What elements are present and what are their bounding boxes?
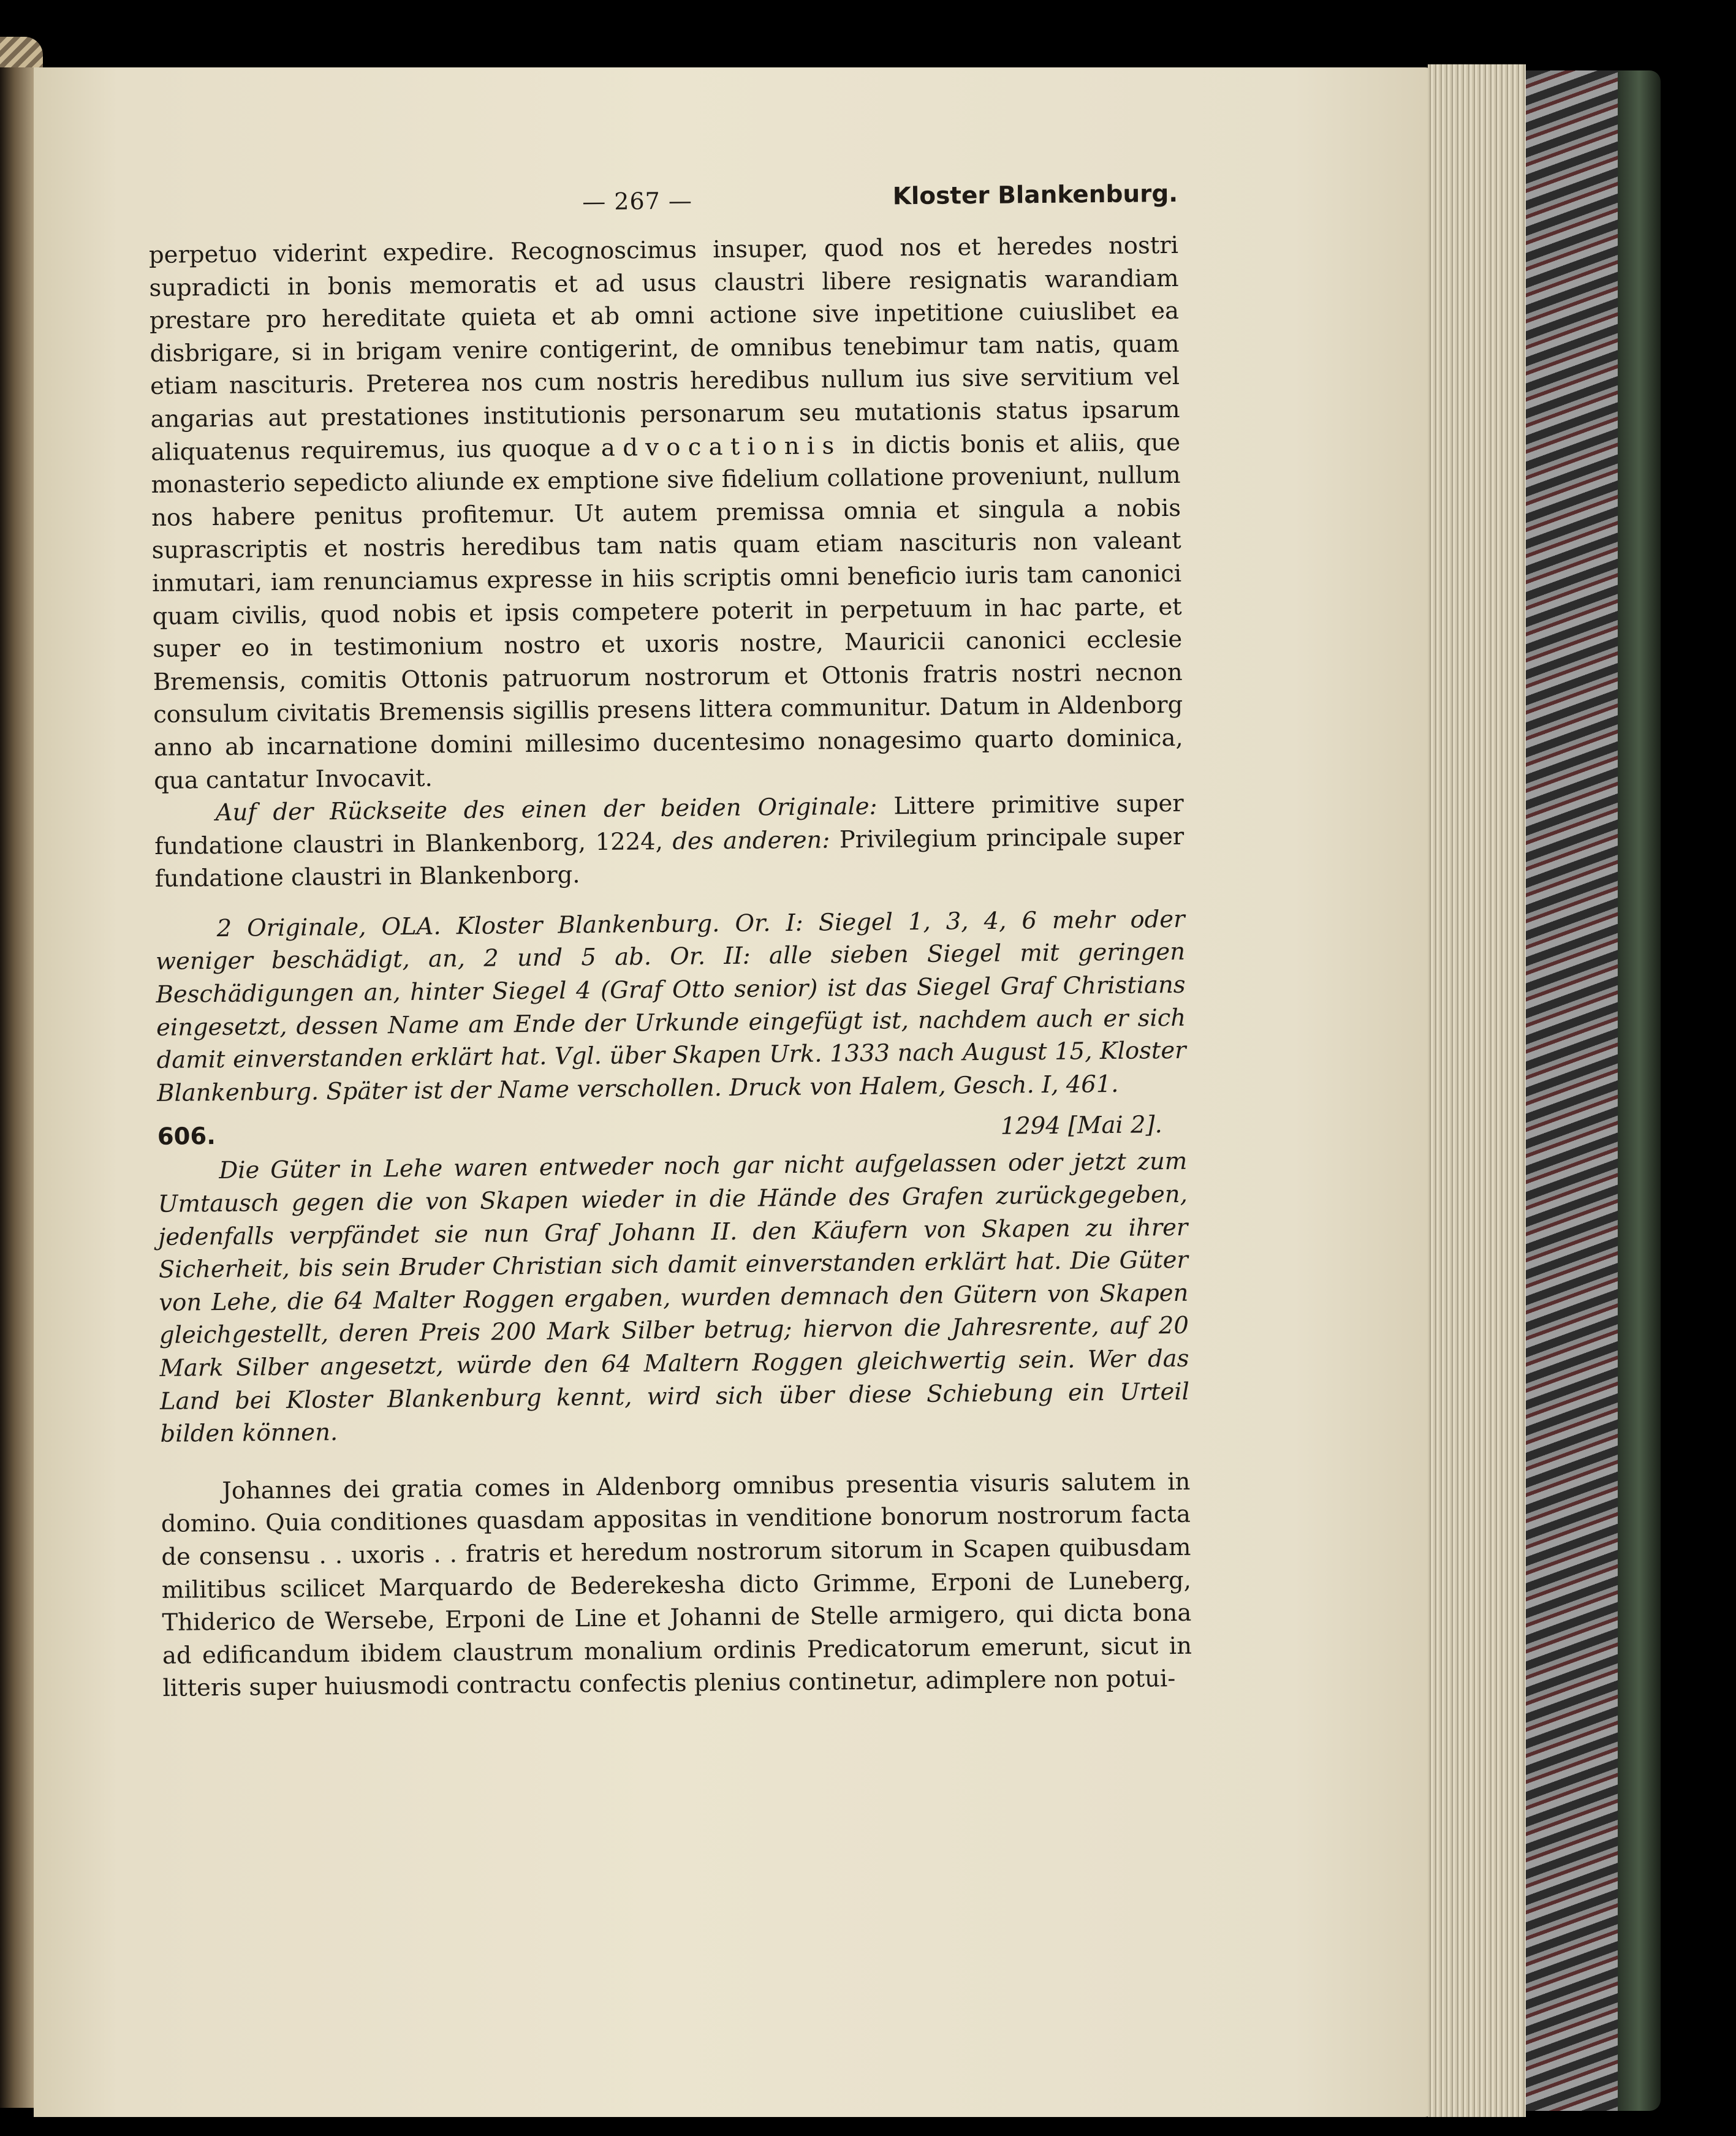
dorsal-label-1: Auf der Rückseite des einen der beiden Originale: <box>215 792 877 827</box>
dorsal-label-2: des anderen: <box>672 826 830 855</box>
previous-page-edge <box>0 67 37 2108</box>
entry-charter-text: Johannes dei gratia comes in Aldenborg omnibus presentia visuris salutem in domino. Quia conditiones quasdam appositas in venditione bonorum nostrorum facta de consensu . . uxoris . . fratris et heredum nostrorum sitorum in Scapen quibusdam militibus scilicet Marquardo de Bederekesha dicto Grimme, Erponi de Luneberg, Thiderico de Wersebe, Erponi de Line et Johanni de Stelle armigero, qui dicta bona ad edificandum ibidem claustrum monalium ordinis Predicatorum emerunt, sicut in litteris super huiusmodi contractu confectis plenius continetur, adimplere non potui- <box>161 1468 1192 1703</box>
charter-text-part-2: in dictis bonis et aliis, que monasterio sepedicto aliunde ex emptione sive fidelium collatione proveniunt, nullum nos habere penitus profitemur. Ut autem premissa omnia et singula a nobis suprascriptis et nostris heredibus tam natis quam etiam nascituris non valeant inmutari, iam renunciamus expresse in hiis scriptis omni beneficio iuris tam canonici quam civilis, quod nobis et ipsis competere poterit in perpetuum in hac parte, et super eo in testimonium nostro et uxoris nostre, Mauricii canonici ecclesie Bremensis, comitis Ottonis patruorum nostrorum et Ottonis fratris nostri necnon consulum civitatis Bremensis sigillis presens littera communitur. Datum in Aldenborg anno ab incarnatione domini millesimo ducentesimo nonagesimo quarto dominica, qua cantatur Invocavit. <box>151 428 1183 795</box>
entry-regest: Die Güter in Lehe waren entweder noch gar nicht aufgelassen oder jetzt zum Umtausch gegen die von Skapen wieder in die Hände des Grafen zurückgegeben, jedenfalls verpfändet sie nun Graf Johann II. den Käufern von Skapen zu ihrer Sicherheit, bis sein Bruder Christian sich damit einverstanden erklärt hat. Die Güter von Lehe, die 64 Malter Roggen ergaben, wurden demnach den Gütern von Skapen gleichgestellt, deren Preis 200 Mark Silber betrug; hiervon die Jahresrente, auf 20 Mark Silber angesetzt, würde den 64 Maltern Roggen gleichwertig sein. Wer das Land bei Kloster Blankenburg kennt, wird sich über diese Schiebung ein Urteil bilden können. <box>157 1148 1190 1449</box>
page-stack-edge <box>1428 64 1526 2117</box>
charter-text-paragraph <box>149 229 1184 797</box>
entry-date: 1294 [Mai 2]. <box>1000 1111 1162 1141</box>
book-cover <box>1618 70 1661 2111</box>
charter-text-part-1: perpetuo viderint expedire. Recognoscimus insuper, quod nos et heredes nostri supradicti in bonis memoratis et ad usus claustri libere resignatis warandiam prestare pro hereditate quieta et ab omni actione sive inpetitione cuiuslibet ea disbrigare, si in brigam venire contigerint, de omnibus tenebimur tam natis, quam etiam nascituris. Preterea nos cum nostris heredibus nullum ius sive servitium vel angarias aut prestationes institutionis personarum seu mutationis status ipsarum aliquatenus requiremus, ius quoque <box>148 231 1180 466</box>
entry-number: 606. <box>157 1123 216 1151</box>
dorsal-note <box>154 787 1184 896</box>
dorsal-text-1: Littere primitive super fundatione claustri in Blankenborg, 1224, <box>154 789 1184 860</box>
page-text-block <box>148 180 1192 1705</box>
page-header <box>148 180 1178 239</box>
marbled-book-edge <box>1526 70 1618 2111</box>
dorsal-text-2: Privilegium principale super fundatione claustri in Blankenborg. <box>154 822 1184 893</box>
spaced-word: advocationis <box>601 431 842 462</box>
running-title: Kloster Blankenburg. <box>892 180 1178 211</box>
page-number: — 267 — <box>582 187 693 216</box>
source-note: 2 Originale, OLA. Kloster Blankenburg. Or. I: Siegel 1, 3, 4, 6 mehr oder weniger beschädigt, an, 2 und 5 ab. Or. II: alle sieben Siegel mit geringen Beschädigungen an, hinter Siegel 4 (Graf Otto senior) ist das Siegel Graf Christians eingesetzt, dessen Name am Ende der Urkunde eingefügt ist, nachdem auch er sich damit einverstanden erklärt hat. Vgl. über Skapen Urk. 1333 nach August 15, Kloster Blankenburg. Später ist der Name verschollen. Druck von Halem, Gesch. I, 461. <box>155 905 1186 1107</box>
